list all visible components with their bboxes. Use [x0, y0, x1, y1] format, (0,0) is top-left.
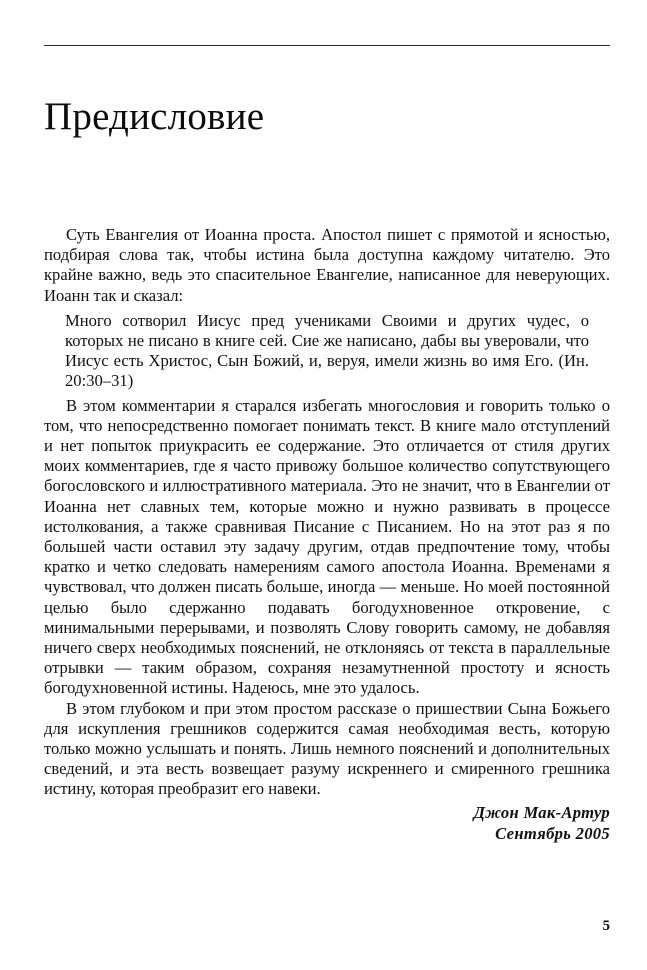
- page-content: [44, 0, 610, 970]
- scripture-quote-text: Много сотворил Иисус пред учениками Своими и других чудес, о которых не писано в книге сей. Сие же написано, дабы вы уверовали, что Иисус есть Христос, Сын Божий, и, веруя, имели жизнь во имя Его. (Ин. 20:30–31): [65, 310, 589, 391]
- page-number: 5: [602, 918, 610, 934]
- paragraph-intro: Суть Евангелия от Иоанна проста. Апостол пишет с прямотой и ясностью, подбирая слова так, чтобы истина была доступна каждому читателю. Это крайне важно, ведь это спасительное Евангелие, написанное для неверующих. Иоанн так и сказал:: [44, 225, 610, 305]
- header-rule: [44, 45, 610, 46]
- paragraph-closing: В этом глубоком и при этом простом рассказе о пришествии Сына Божьего для искупления грешников содержится самая необходимая весть, которую только можно услышать и понять. Лишь немного пояснений и дополнительных сведений, и эта весть возвещает разуму искреннего и смиренного грешника истину, которая преобразит его навеки.: [44, 698, 610, 799]
- paragraph-commentary: В этом комментарии я старался избегать многословия и говорить только о том, что непосредственно помогает понимать текст. В книге мало отступлений и нет попыток приукрасить ее содержание. Это отличается от стиля других моих комментариев, где я часто привожу большое количество сопутствующего богословского и иллюстративного материала. Это не значит, что в Евангелии от Иоанна нет славных тем, которые можно и нужно развивать в процессе истолкования, а также сравнивая Писание с Писанием. Но на этот раз я по большей части оставил эту задачу другим, отдав предпочтение тому, чтобы кратко и четко следовать намерениям самого апостола Иоанна. Временами я чувствовал, что должен писать больше, иногда — меньше. Но моей постоянной целью было сдержанно подавать богодухновенное откровение, с минимальными перерывами, и позволять Слову говорить самому, не добавляя ничего сверх необходимых пояснений, не отклоняясь от текста в параллельные отрывки — таким образом, сохраняя незамутненной простоту и ясность богодухновенной истины. Надеюсь, мне это удалось.: [44, 395, 610, 698]
- signature-author: Джон Мак-Артур: [473, 802, 610, 822]
- page-title: Предисловие: [44, 95, 265, 139]
- scripture-quote-block: [44, 311, 610, 392]
- body-text: [44, 225, 610, 844]
- signature-block: [44, 802, 610, 844]
- signature-date: Сентябрь 2005: [495, 823, 610, 843]
